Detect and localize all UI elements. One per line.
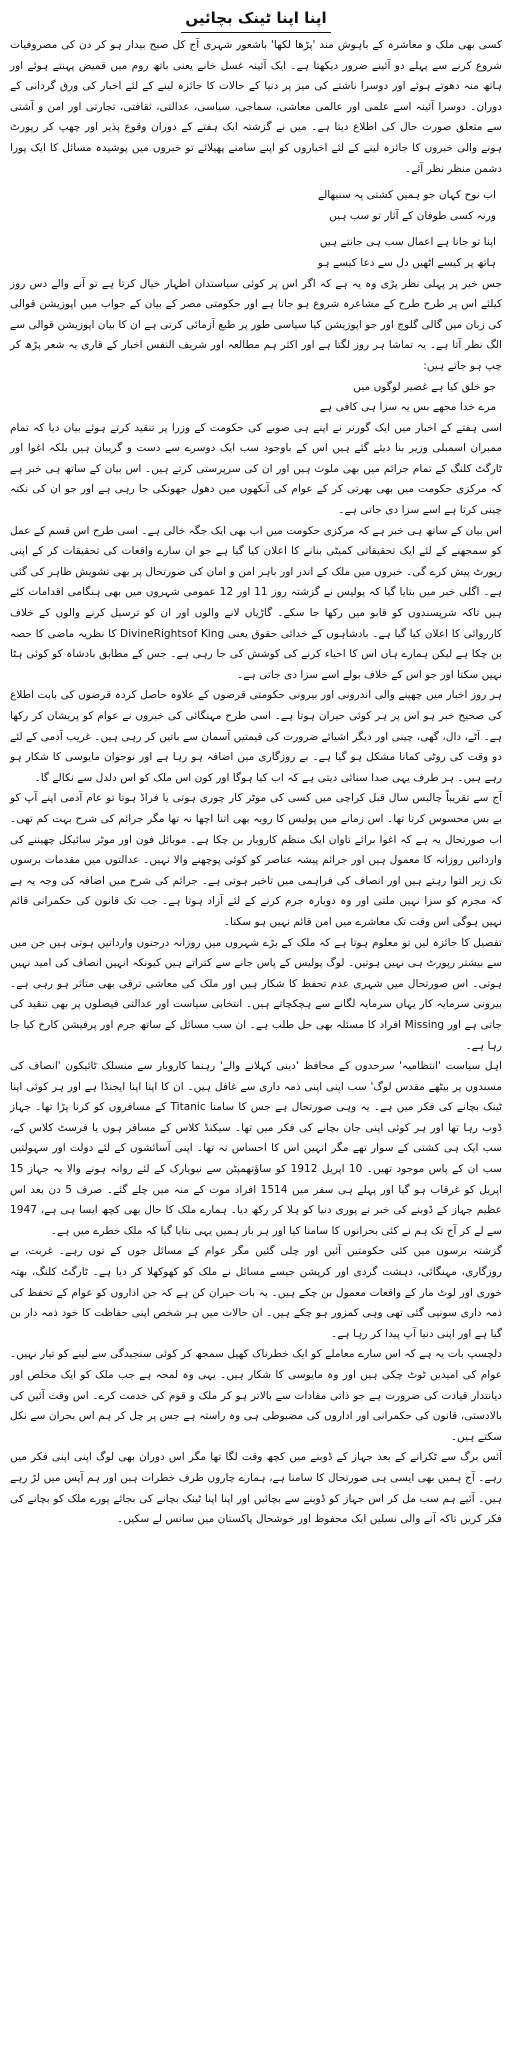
body-paragraph: ہر روز اخبار میں چھپنے والی اندرونی اور بیرونی حکومتی قرضوں کے علاوہ حاصل کردہ قرضوں کی بابت اطلاع کی صحیح خبر ہو اس پر ہر کوئی حیران ہوتا ہے۔ اسی طرح مہنگائی کی خبروں نے عوام کو پریشان کر رکھا ہے۔ آٹے، دال، گھی، چینی اور دیگر اشیائے ضرورت کی قیمتیں آسمان سے باتیں کر رہی ہیں۔ غریب آدمی کے لئے دو وقت کی روٹی کمانا مشکل ہو گیا ہے۔ بے روزگاری میں اضافہ ہو رہا ہے اور نوجوان مایوسی کا شکار ہو رہے ہیں۔ ہر طرف یہی صدا سنائی دیتی ہے کہ اب کیا ہوگا اور کون اس ملک کو اس دلدل سے نکالے گا۔ xyxy=(10,689,502,784)
intro-paragraph: کسی بھی ملک و معاشرہ کے باہوش مند 'پڑھا لکھا' باشعور شہری آج کل صبح بیدار ہو کر دن کی مصروفیات شروع کرنے سے پہلے دو آئینے ضرور دیکھتا ہے۔ ایک آئینہ غسل خانے یعنی باتھ روم میں قمیض پہنتے ہوئے اور ہاتھ منہ دھوتے ہوئے اور دوسرا ناشتے کی میز پر دنیا کے حالات کا جائزہ لینے کے لئے اخبار کی ورق گردانی کے دوران۔ دوسرا آئینہ اسے علمی اور عالمی معاشی، سماجی، سیاسی، عدالتی، ثقافتی، تجارتی اور امن و آشتی سے متعلق صورت حال کی اطلاع دیتا ہے۔ میں نے گزشتہ ایک ہفتے کے دوران وقوع پذیر اور چھپ کر رپورٹ ہونے والی خبروں کا جائزہ لینے کے لئے اخباروں کو اپنے سامنے پھیلائے تو خبروں میں پوشیدہ مسائل کا ایک پورا دشمن منظر نظر آئے۔ xyxy=(10,39,502,175)
verse-line: جو خلق کیا ہے غصیر لوگوں میں xyxy=(353,380,496,393)
body-paragraph: دلچسپ بات یہ ہے کہ اس سارے معاملے کو ایک خطرناک کھیل سمجھ کر کوئی سنجیدگی سے لینے کو تیار نہیں۔ عوام کی امیدیں ٹوٹ چکی ہیں اور وہ مایوسی کا شکار ہیں۔ یہی وہ لمحہ ہے جب ملک کو ایک مخلص اور دیانتدار قیادت کی ضرورت ہے جو ذاتی مفادات سے بالاتر ہو کر ملک و قوم کی خدمت کرے۔ اس وقت آئین کی بالادستی، قانون کی حکمرانی اور اداروں کی مضبوطی ہی وہ راستہ ہے جس پر چل کر ہم اس بحران سے نکل سکتے ہیں۔ xyxy=(10,1348,502,1443)
body-paragraph: تفصیل کا جائزہ لیں تو معلوم ہوتا ہے کہ ملک کے بڑے شہروں میں روزانہ درجنوں وارداتیں ہوتی ہیں جن میں سے بیشتر رپورٹ ہی نہیں ہوتیں۔ لوگ پولیس کے پاس جانے سے کتراتے ہیں کیونکہ انہیں انصاف کی امید نہیں ہوتی۔ اس صورتحال میں شہری عدم تحفظ کا شکار ہیں اور ملک کی معاشی ترقی بھی متاثر ہو رہی ہے۔ بیرونی سرمایہ کار یہاں سرمایہ لگانے سے ہچکچاتے ہیں۔ انتخابی سیاست اور عدالتی فیصلوں پر بھی تنقید کی جاتی ہے اور Missing افراد کا مسئلہ بھی حل طلب ہے۔ ان سب مسائل کے ساتھ جرم اور پرفیشن کارخ کیا جا رہا ہے۔ xyxy=(10,936,503,1052)
column-title: اپنا اپنا ٹینک بچائیں xyxy=(181,6,330,33)
body-paragraph: گزشتہ برسوں میں کئی حکومتیں آئیں اور چلی گئیں مگر عوام کے مسائل جوں کے توں رہے۔ غربت، بے روزگاری، مہنگائی، دہشت گردی اور کرپشن جیسے مسائل نے ملک کو کھوکھلا کر دیا ہے۔ ٹارگٹ کلنگ، بھتہ خوری اور لوٹ مار کے واقعات معمول بن چکے ہیں۔ یہ بات حیران کن ہے کہ جن اداروں کو عوام کے تحفظ کی ذمہ داری سونپی گئی تھی وہی کمزور ہو چکے ہیں۔ ان حالات میں ہر شخص اپنی حفاظت کا خود ذمہ دار بن گیا ہے اور اپنی دنیا آپ پیدا کر رہا ہے۔ xyxy=(10,1245,502,1340)
body-paragraph: اس بیان کے ساتھ ہی خبر ہے کہ مرکزی حکومت میں اب بھی ایک جگہ خالی ہے۔ اسی طرح اس قسم کے عمل کو سمجھنے کے لئے ایک تحقیقاتی کمیٹی بنانے کا اعلان کیا گیا ہے جو ان سارے واقعات کی تحقیقات کر کے اپنی رپورٹ پیش کرے گی۔ خبروں میں ملک کے اندر اور باہر امن و امان کی صورتحال پر بھی تشویش ظاہر کی گئی ہے۔ اگلی خبر میں بتایا گیا کہ پولیس نے گزشتہ روز 11 اور 12 عمومی شہروں میں بھی ہنگامی اقدامات کئے ہیں تاکہ شرپسندوں کو قابو میں رکھا جا سکے۔ گاڑیاں لانے والوں اور ان کو ترسیل کرنے والوں کے خلاف کارروائی کا اعلان کیا گیا ہے۔ بادشاہوں کے خدائی حقوق یعنی DivineRightsof King کا نظریہ ماضی کا حصہ بن چکا ہے لیکن ہمارے ہاں اس کا احیاء کرنے کی کوشش کی جا رہی ہے۔ جس کے مطابق بادشاہ کو کوئی ہٹا نہیں سکتا اور جو اس کے خلاف بولے اسے سزا دی جاتی ہے۔ xyxy=(10,524,502,681)
verse-line: ہاتھ پر کیسے اٹھیں دل سے دعا کیسے ہو xyxy=(317,256,496,269)
headline-wrap xyxy=(10,6,502,33)
body-paragraph: اسی ہفتے کے اخبار میں ایک گورنر نے اپنے ہی صوبے کی حکومت کے وزرا پر تنقید کرتے ہوئے بیان دیا کہ تمام ممبران اسمبلی وزیر بنا دیئے گئے ہیں اس کے باوجود سب ایک دوسرے سے دست و گریبان ہیں بلکہ اغوا اور ٹارگٹ کلنگ کے تمام جرائم میں بھی ملوث ہیں اور ان کی سرپرستی کرتے ہیں۔ اس بیان کے ساتھ ہی خبر ہے کہ مرکزی حکومت میں بھی بھرتی کر کے عوام کی آنکھوں میں دھول جھونکی جا رہی ہے اور جو ان کی نکتہ چینی کرتا ہے اسے سزا دی جاتی ہے۔ xyxy=(10,421,502,517)
body-paragraph: جس خبر پر پہلی نظر پڑی وہ یہ ہے کہ اگر اس پر کوئی سیاستدان اظہار خیال کرتا ہے تو آنے والے دس روز کیلئے اس پر طرح طرح کے مشاعرہ شروع ہو جاتا ہے اور حکومتی مصر کے بیان کے جواب میں اپوزیشن قوالی کی زبان میں گالی گلوچ اور جو اپوزیشن کیا سیاسی طور پر طبع آزمائی کرتی ہے ان کا بیان اپوزیشن قوالی سے الگ نظر آتا ہے۔ یہ تماشا ہر روز لگتا ہے اور اکثر ہم مطالعہ اور شریف النفس اخبار کے قاری یہ شعر پڑھ کر چپ ہو جاتے ہیں: xyxy=(10,277,502,372)
verse-line: مرے خدا مجھے بس یہ سزا ہی کافی ہے xyxy=(319,401,496,414)
verse-line: اپنا تو جانا ہے اعمال سب ہی جانتے ہیں xyxy=(319,236,496,249)
body-paragraph: آئس برگ سے ٹکرانے کے بعد جہاز کے ڈوبنے میں کچھ وقت لگا تھا مگر اس دوران بھی لوگ اپنی اپنی فکر میں رہے۔ آج ہمیں بھی ایسی ہی صورتحال کا سامنا ہے، ہمارے چاروں طرف خطرات ہیں اور ہم آپس میں لڑ رہے ہیں۔ آئیے ہم سب مل کر اس جہاز کو ڈوبنے سے بچائیں اور اپنا اپنا ٹینک بچانے کی بجائے پورے ملک کو بچانے کی فکر کریں تاکہ آنے والی نسلیں ایک محفوظ اور خوشحال پاکستان میں سانس لے سکیں۔ xyxy=(10,1451,502,1526)
body-paragraph: آج سے تقریباً چالیس سال قبل کراچی میں کسی کی موٹر کار چوری ہوتی یا فراڈ ہوتا تو عام آدمی اپنے آپ کو بے بس محسوس کرتا تھا۔ اس زمانے میں پولیس کا رویہ بھی اتنا اچھا نہ تھا مگر جرائم کی شرح بہت کم تھی۔ اب صورتحال یہ ہے کہ اغوا برائے تاوان ایک منظم کاروبار بن چکا ہے۔ موبائل فون اور موٹر سائیکل چھیننے کی وارداتیں روزانہ کا معمول ہیں اور جرائم پیشہ عناصر کو کوئی پوچھنے والا نہیں۔ عدالتوں میں مقدمات برسوں تک زیر التوا رہتے ہیں اور انصاف کی فراہمی میں تاخیر ہوتی ہے۔ جرائم کی شرح میں اضافہ کی وجہ یہ ہے کہ مجرم کو سزا نہیں ملتی اور وہ دوبارہ جرم کرنے کے لئے آزاد ہوتا ہے۔ جب تک قانون کی حکمرانی قائم نہیں ہوگی اس وقت تک معاشرے میں امن قائم نہیں ہو سکتا۔ xyxy=(10,792,502,928)
body-paragraph: اہل سیاست 'انتظامیہ' سرحدوں کے محافظ 'دینی کہلانے والے' رہنما کاروبار سے منسلک ٹائیکون 'انصاف کی مسندوں پر بیٹھے مقدس لوگ' سب اپنی اپنی ذمہ داری سے غافل ہیں۔ ان کا اپنا اپنا ایجنڈا ہے اور ہر کوئی اپنا ٹینک بچانے کی فکر میں ہے۔ یہ وہی صورتحال ہے جس کا سامنا Titanic کے مسافروں کو کرنا پڑا تھا۔ جہاز ڈوب رہا تھا اور ہر کوئی اپنی جان بچانے کی فکر میں تھا۔ سیکنڈ کلاس کے مسافر ہوں یا فرسٹ کلاس کے، سب ایک ہی کشتی کے سوار تھے مگر انہیں اس کا احساس نہ تھا۔ اپنی آسائشوں کے لئے دولت اور سہولتیں سب ان کے پاس موجود تھیں۔ 10 اپریل 1912 کو ساؤتھمپٹن سے نیویارک کے لئے روانہ ہونے والا یہ جہاز 15 اپریل کو غرقاب ہو گیا اور پہلے ہی سفر میں 1514 افراد موت کے منہ میں چلے گئے۔ صرف 5 دن بعد اس عظیم جہاز کے ڈوبنے کی خبر نے پوری دنیا کو ہلا کر رکھ دیا۔ ہمارے ملک کا حال بھی کچھ ایسا ہی ہے، 1947 سے لے کر آج تک ہم نے کئی بحرانوں کا سامنا کیا اور ہر بار ہمیں یہی بتایا گیا کہ ملک خطرے میں ہے۔ xyxy=(10,1060,502,1237)
verse-line: ورنہ کسی طوفان کے آثار تو سب ہیں xyxy=(329,209,496,222)
verse-line: اب نوح کہاں جو ہمیں کشتی پہ سنبھالے xyxy=(317,189,496,202)
